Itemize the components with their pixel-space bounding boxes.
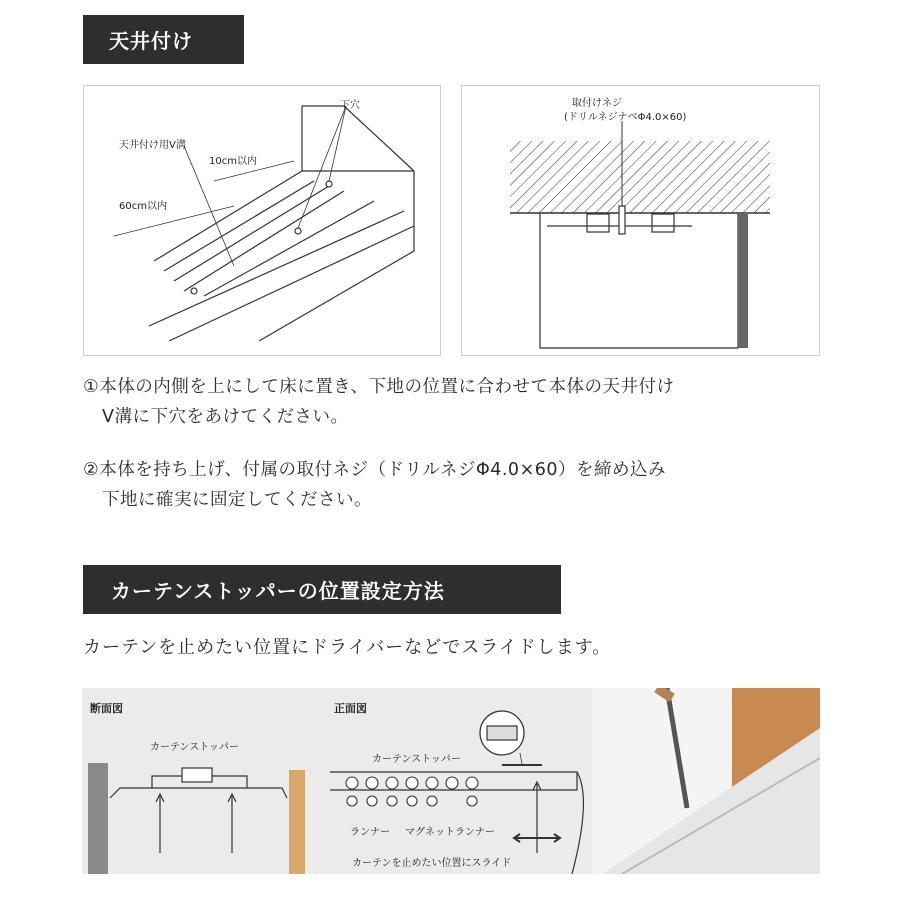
screw-section-diagram (461, 85, 820, 356)
step-2-line-1: ②本体を持ち上げ、付属の取付ネジ（ドリルネジΦ4.0×60）を締め込み (83, 460, 666, 480)
stopper-intro-text: カーテンを止めたい位置にドライバーなどでスライドします。 (83, 637, 612, 658)
label-v-groove: 天井付け用V溝 (119, 140, 186, 151)
label-mount-screw-spec: (ドリルネジナベΦ4.0×60) (564, 112, 687, 123)
stopper-drawings (82, 688, 820, 874)
screw-section-drawing (462, 86, 819, 355)
ceiling-groove-drawing (84, 86, 440, 355)
cross-section-title: 断面図 (90, 702, 123, 715)
step-1 (83, 372, 675, 432)
front-view-title: 正面図 (334, 702, 367, 715)
slide-instruction-label: カーテンを止めたい位置にスライド (352, 858, 512, 869)
cross-section-stopper-label: カーテンストッパー (150, 742, 239, 753)
section-title-ceiling-mount: 天井付け (109, 29, 193, 53)
label-60cm: 60cm以内 (119, 201, 167, 212)
step-2 (83, 455, 666, 515)
ceiling-groove-diagram (83, 85, 441, 356)
label-10cm: 10cm以内 (209, 156, 257, 167)
magnet-runner-label: マグネットランナー (405, 827, 495, 838)
section-title-stopper: カーテンストッパーの位置設定方法 (111, 579, 445, 603)
step-1-line-1: ①本体の内側を上にして床に置き、下地の位置に合わせて本体の天井付け (83, 377, 675, 397)
step-1-line-2: V溝に下穴をあけてください。 (102, 407, 349, 427)
label-mount-screw: 取付けネジ (572, 98, 622, 109)
section-header-ceiling-mount (83, 15, 244, 64)
runner-label: ランナー (350, 827, 390, 838)
label-pilot-hole: 下穴 (340, 100, 360, 111)
stopper-illustration-strip (82, 688, 820, 874)
step-2-line-2: 下地に確実に固定してください。 (102, 490, 372, 510)
section-header-stopper (83, 565, 561, 614)
front-view-stopper-label: カーテンストッパー (372, 754, 461, 765)
